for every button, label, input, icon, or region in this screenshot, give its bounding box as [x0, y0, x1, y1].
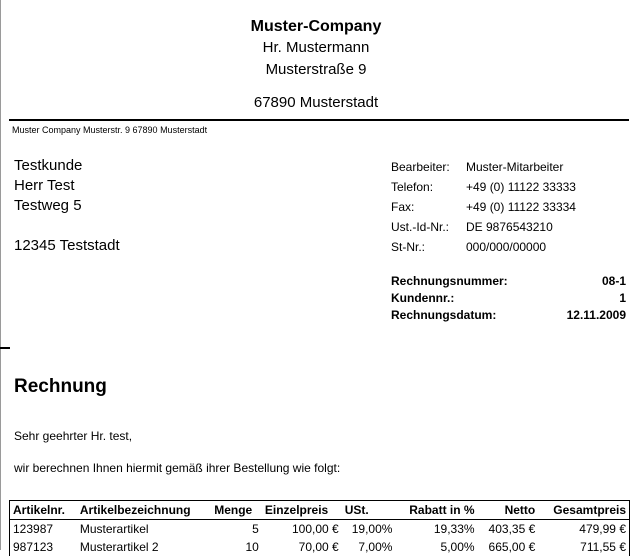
- invoice-items-table: [9, 500, 630, 556]
- col-artikelbezeichnung: Artikelbezeichnung: [77, 501, 211, 520]
- cell-artikelbezeichnung: Musterartikel 2: [79, 540, 159, 554]
- greeting: Sehr geehrter Hr. test,: [14, 429, 133, 443]
- info-value-bearbeiter: Muster-Mitarbeiter: [466, 160, 564, 174]
- col-netto: Netto: [478, 501, 539, 520]
- info-value-ustid: DE 9876543210: [466, 220, 553, 234]
- company-contact: Hr. Mustermann: [262, 39, 370, 56]
- info-label-telefon: Telefon:: [391, 180, 434, 194]
- info-value-stnr: 000/000/00000: [466, 240, 547, 254]
- info-value-fax: +49 (0) 11122 33334: [466, 200, 576, 214]
- company-city: 67890 Musterstadt: [253, 94, 379, 111]
- cell-artikelbezeichnung: Musterartikel: [79, 522, 149, 536]
- table-row: [10, 520, 630, 539]
- meta-label-kundennr: Kundennr.:: [391, 291, 455, 305]
- cell-gesamtpreis: 711,55 €: [538, 538, 629, 556]
- meta-label-rechnungsnummer: Rechnungsnummer:: [391, 274, 508, 288]
- col-gesamtpreis: Gesamtpreis: [538, 501, 629, 520]
- cell-rabatt: 5,00%: [440, 540, 475, 554]
- company-street: Musterstraße 9: [265, 61, 367, 78]
- cell-menge: 5: [252, 522, 259, 536]
- col-artikelnr: Artikelnr.: [10, 501, 77, 520]
- cell-ust: 7,00%: [358, 540, 393, 554]
- meta-value-rechnungsnummer: 08-1: [601, 274, 626, 288]
- col-einzelpreis: Einzelpreis: [262, 501, 342, 520]
- cell-rabatt: 19,33%: [433, 522, 475, 536]
- cell-gesamtpreis: 479,99 €: [538, 520, 629, 539]
- cell-netto: 665,00 €: [488, 540, 536, 554]
- left-edge-line: [0, 0, 1, 550]
- cell-menge: 10: [245, 540, 259, 554]
- table-row: [10, 538, 630, 556]
- recipient-street: Testweg 5: [14, 197, 82, 214]
- sender-line: Muster Company Musterstr. 9 67890 Musterstadt: [12, 125, 208, 135]
- document-title: Rechnung: [14, 376, 107, 397]
- intro-text: wir berechnen Ihnen hiermit gemäß ihrer Bestellung wie folgt:: [14, 461, 341, 475]
- table-header-row: [10, 501, 630, 520]
- info-label-bearbeiter: Bearbeiter:: [391, 160, 450, 174]
- cell-artikelnr: 987123: [10, 538, 77, 556]
- info-label-ustid: Ust.-Id-Nr.:: [391, 220, 450, 234]
- cell-einzelpreis: 100,00 €: [291, 522, 339, 536]
- cell-einzelpreis: 70,00 €: [298, 540, 339, 554]
- recipient-name: Testkunde: [14, 157, 83, 174]
- company-name: Muster-Company: [250, 18, 382, 35]
- info-label-stnr: St-Nr.:: [391, 240, 426, 254]
- col-menge: Menge: [211, 501, 262, 520]
- meta-value-rechnungsdatum: 12.11.2009: [566, 308, 626, 322]
- recipient-salutation: Herr Test: [14, 177, 75, 194]
- col-rabatt: Rabatt in %: [395, 501, 477, 520]
- meta-label-rechnungsdatum: Rechnungsdatum:: [391, 308, 497, 322]
- cell-netto: 403,35 €: [488, 522, 536, 536]
- cell-ust: 19,00%: [351, 522, 393, 536]
- fold-mark: [0, 347, 10, 349]
- info-value-telefon: +49 (0) 11122 33333: [466, 180, 576, 194]
- info-label-fax: Fax:: [391, 200, 415, 214]
- recipient-city: 12345 Teststadt: [14, 237, 120, 254]
- col-ust: USt.: [342, 501, 396, 520]
- cell-artikelnr: 123987: [10, 520, 77, 539]
- header-rule: [9, 119, 629, 121]
- meta-value-kundennr: 1: [619, 291, 626, 305]
